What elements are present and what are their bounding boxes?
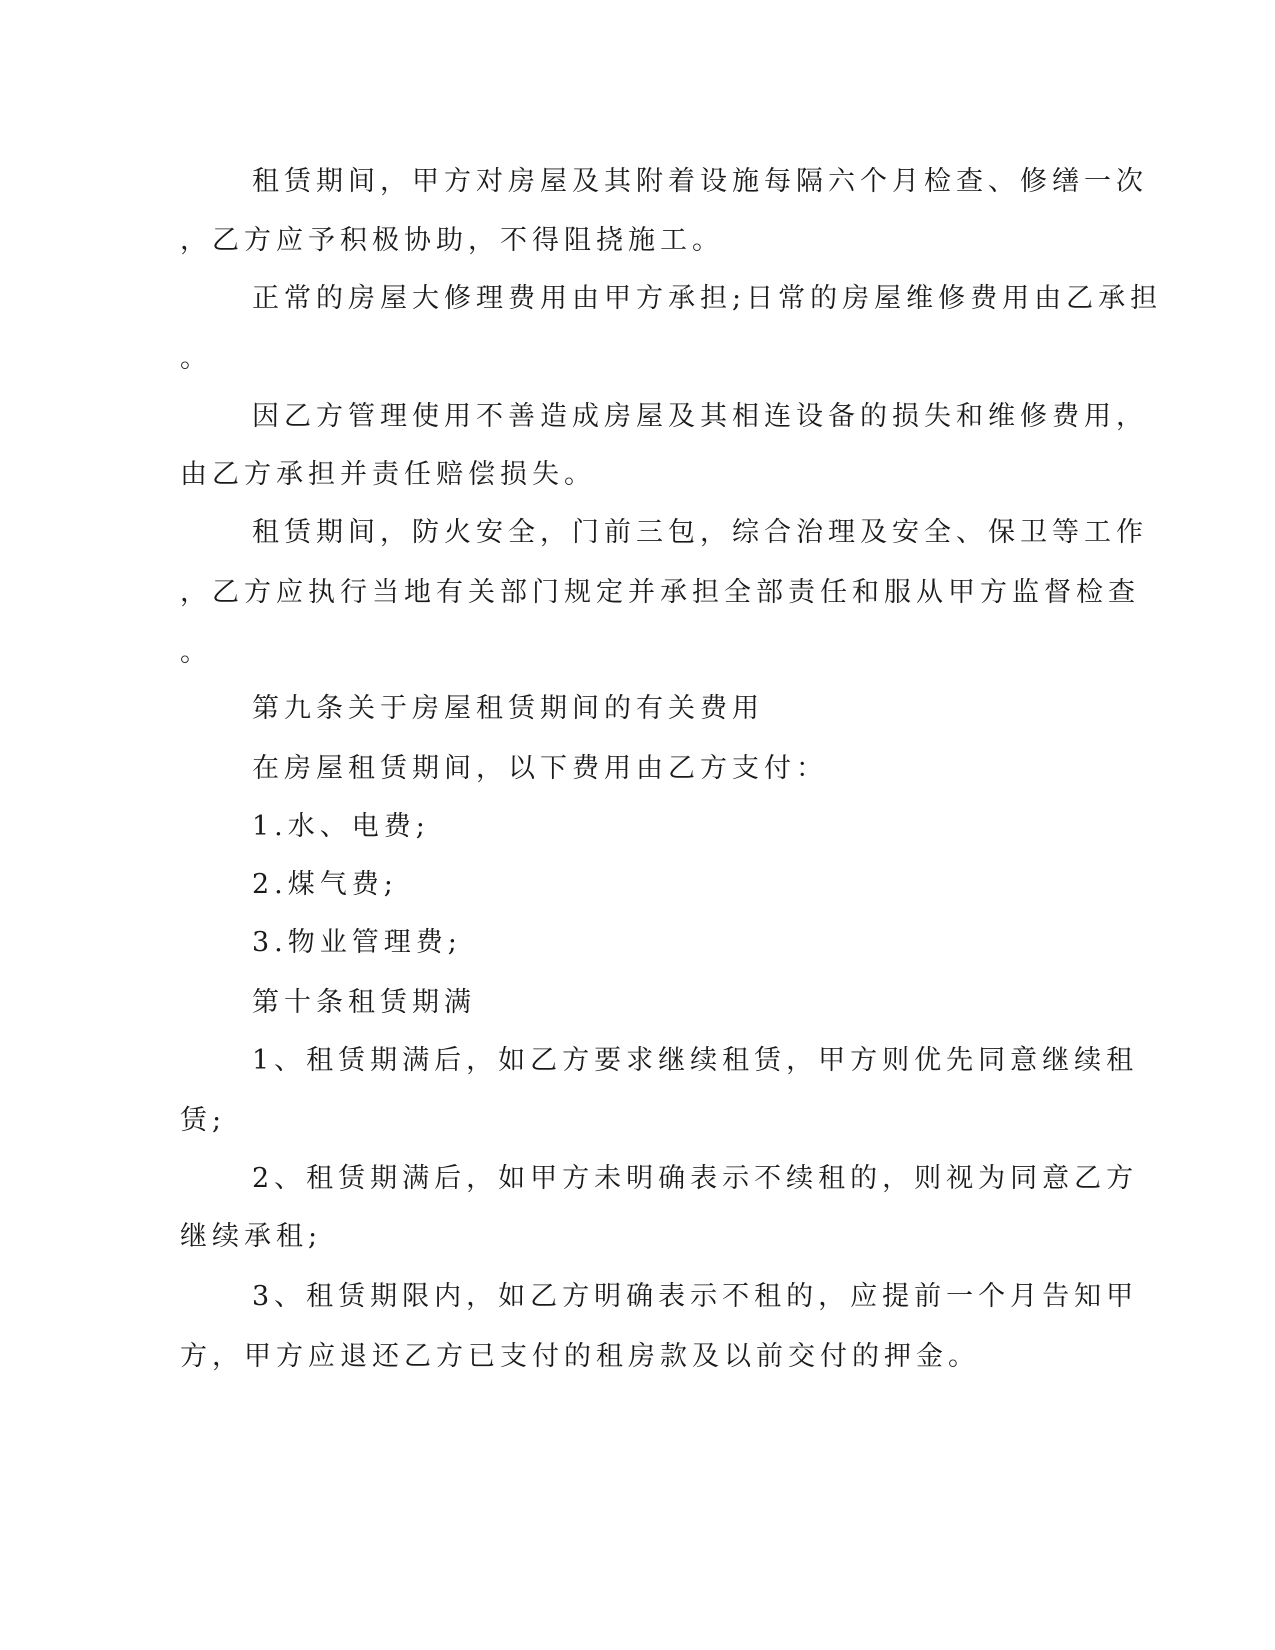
text-line: 。: [180, 343, 212, 374]
list-item: 2.煤气费;: [252, 869, 398, 900]
text-line: 由乙方承担并责任赔偿损失。: [180, 459, 596, 490]
list-item: 3、租赁期限内，如乙方明确表示不租的，应提前一个月告知甲: [252, 1281, 1139, 1312]
text-line: 租赁期间，甲方对房屋及其附着设施每隔六个月检查、修缮一次: [252, 166, 1148, 197]
list-item: 1.水、电费;: [252, 811, 430, 842]
text-line: ，乙方应执行当地有关部门规定并承担全部责任和服从甲方监督检查: [180, 577, 1140, 608]
section-heading: 第十条租赁期满: [252, 987, 476, 1018]
section-heading: 第九条关于房屋租赁期间的有关费用: [252, 693, 764, 724]
text-line: 正常的房屋大修理费用由甲方承担;日常的房屋维修费用由乙承担: [252, 283, 1163, 314]
list-item: 1、租赁期满后，如乙方要求继续租赁，甲方则优先同意继续租: [252, 1045, 1139, 1076]
text-line: ，乙方应予积极协助，不得阻挠施工。: [180, 225, 724, 256]
text-line: 赁;: [180, 1105, 227, 1136]
list-item: 2、租赁期满后，如甲方未明确表示不续租的，则视为同意乙方: [252, 1163, 1139, 1194]
text-line: 在房屋租赁期间，以下费用由乙方支付：: [252, 753, 828, 784]
text-line: 租赁期间，防火安全，门前三包，综合治理及安全、保卫等工作: [252, 517, 1148, 548]
text-line: 。: [180, 637, 212, 668]
text-line: 因乙方管理使用不善造成房屋及其相连设备的损失和维修费用，: [252, 401, 1148, 432]
list-item: 3.物业管理费;: [252, 927, 462, 958]
text-line: 继续承租;: [180, 1221, 323, 1252]
text-line: 方，甲方应退还乙方已支付的租房款及以前交付的押金。: [180, 1341, 980, 1372]
